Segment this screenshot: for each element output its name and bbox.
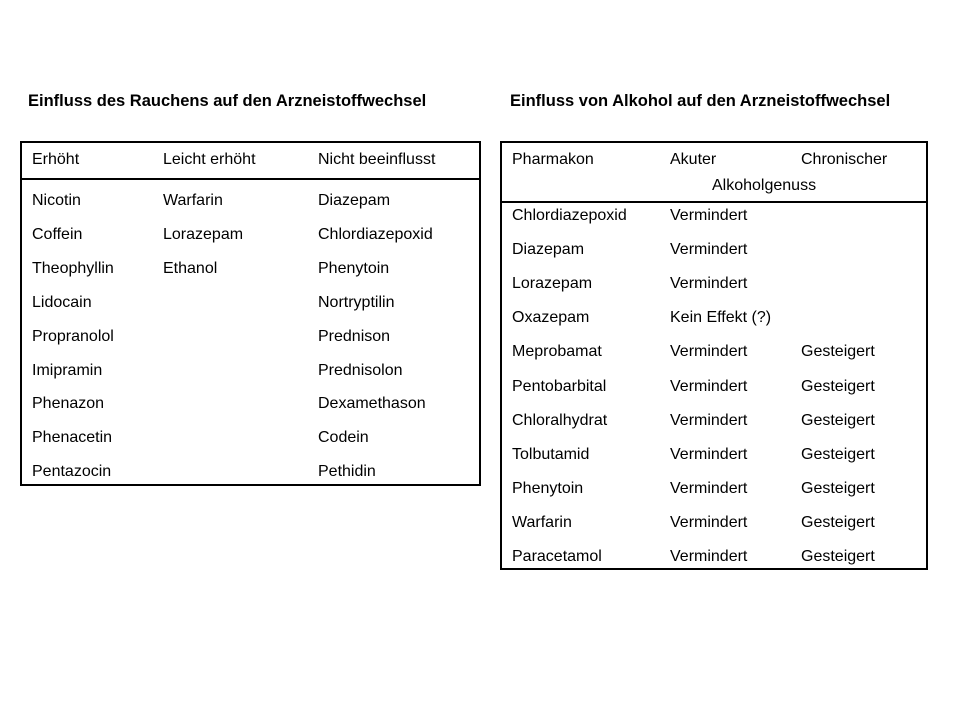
alcohol-header-divider (502, 201, 926, 203)
alcohol-table-cell: Warfarin (512, 514, 572, 531)
alcohol-table-cell: Gesteigert (801, 514, 875, 531)
alcohol-table-cell: Vermindert (670, 548, 748, 565)
smoking-table-cell: Prednisolon (318, 362, 403, 379)
smoking-table-cell: Codein (318, 429, 369, 446)
smoking-table-cell: Prednison (318, 328, 391, 345)
alcohol-table-cell: Oxazepam (512, 309, 590, 326)
smoking-table-cell: Imipramin (32, 362, 103, 379)
alcohol-table-cell: Diazepam (512, 241, 585, 258)
alcohol-table-cell: Gesteigert (801, 548, 875, 565)
smoking-table-cell: Pethidin (318, 463, 376, 480)
smoking-table-cell: Nortryptilin (318, 294, 395, 311)
alcohol-table-cell: Paracetamol (512, 548, 602, 565)
alcohol-table-cell: Lorazepam (512, 275, 593, 292)
alcohol-table-cell: Vermindert (670, 412, 748, 429)
alcohol-table-cell: Vermindert (670, 275, 748, 292)
alcohol-table-cell: Gesteigert (801, 378, 875, 395)
alcohol-table-cell: Tolbutamid (512, 446, 590, 463)
smoking-table-cell: Phenazon (32, 395, 105, 412)
alcohol-table-cell: Meprobamat (512, 343, 602, 360)
smoking-header-divider (22, 178, 479, 180)
alcohol-table-cell: Vermindert (670, 241, 748, 258)
alcohol-header-cell: Akuter (670, 151, 717, 168)
alcohol-header-cell: Pharmakon (512, 151, 594, 168)
smoking-table-cell: Pentazocin (32, 463, 112, 480)
alcohol-table-cell: Vermindert (670, 514, 748, 531)
smoking-table-cell: Theophyllin (32, 260, 114, 277)
alcohol-table-cell: Gesteigert (801, 343, 875, 360)
smoking-table-cell: Dexamethason (318, 395, 426, 412)
alcohol-table-cell: Gesteigert (801, 480, 875, 497)
alcohol-table-cell: Gesteigert (801, 412, 875, 429)
smoking-table-cell: Phenytoin (318, 260, 390, 277)
alcohol-header-cell: Chronischer (801, 151, 888, 168)
smoking-table-cell: Lorazepam (163, 226, 244, 243)
smoking-table-cell: Phenacetin (32, 429, 113, 446)
smoking-table-cell: Propranolol (32, 328, 114, 345)
smoking-header-cell: Nicht beeinflusst (318, 151, 436, 168)
alcohol-table-cell: Vermindert (670, 207, 748, 224)
alcohol-table (500, 141, 928, 570)
smoking-table-cell: Chlordiazepoxid (318, 226, 433, 243)
alcohol-table-cell: Pentobarbital (512, 378, 607, 395)
smoking-table-cell: Coffein (32, 226, 83, 243)
alcohol-table-cell: Chloralhydrat (512, 412, 608, 429)
alcohol-table-cell: Vermindert (670, 378, 748, 395)
smoking-table-cell: Lidocain (32, 294, 92, 311)
smoking-table-cell: Warfarin (163, 192, 223, 209)
alcohol-table-title: Einfluss von Alkohol auf den Arzneistoffwechsel (510, 92, 891, 110)
alcohol-table-cell: Chlordiazepoxid (512, 207, 627, 224)
alcohol-table-cell: Phenytoin (512, 480, 584, 497)
alcohol-table-cell: Vermindert (670, 343, 748, 360)
alcohol-table-cell: Gesteigert (801, 446, 875, 463)
alcohol-table-cell: Kein Effekt (?) (670, 309, 772, 326)
alcohol-header-subline: Alkoholgenuss (712, 177, 817, 194)
smoking-table-cell: Nicotin (32, 192, 81, 209)
smoking-header-cell: Erhöht (32, 151, 80, 168)
smoking-table-cell: Diazepam (318, 192, 391, 209)
smoking-table-title: Einfluss des Rauchens auf den Arzneistoffwechsel (28, 92, 427, 110)
alcohol-table-cell: Vermindert (670, 446, 748, 463)
smoking-header-cell: Leicht erhöht (163, 151, 256, 168)
alcohol-table-cell: Vermindert (670, 480, 748, 497)
smoking-table (20, 141, 481, 486)
smoking-table-cell: Ethanol (163, 260, 218, 277)
